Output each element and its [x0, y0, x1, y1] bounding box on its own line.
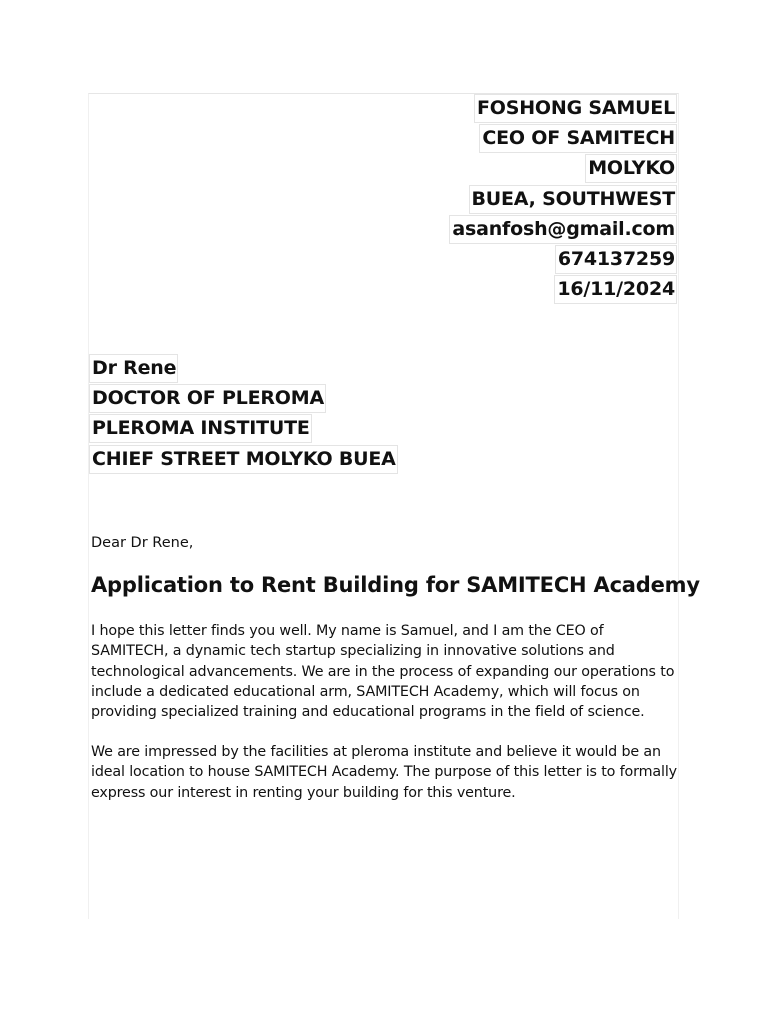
letter-subject: Application to Rent Building for SAMITECH Academy: [91, 573, 700, 597]
body-paragraph-1: I hope this letter finds you well. My name is Samuel, and I am the CEO of SAMITECH, a dynamic tech startup specializing in innovative solutions and technological advancements. We are in the process of expanding our operations to include a dedicated educational arm, SAMITECH Academy, which will focus on providing specialized training and educational programs in the field of science.: [91, 623, 675, 721]
sender-city: BUEA, SOUTHWEST: [469, 185, 678, 214]
recipient-block: [89, 354, 398, 475]
sender-email: asanfosh@gmail.com: [449, 215, 677, 244]
recipient-name: Dr Rene: [89, 354, 178, 383]
letter-date: 16/11/2024: [554, 275, 677, 304]
sender-name: FOSHONG SAMUEL: [474, 94, 677, 123]
letter-page: [88, 93, 700, 919]
salutation: Dear Dr Rene,: [91, 535, 194, 551]
sender-phone: 674137259: [555, 245, 677, 274]
body-paragraph-2: We are impressed by the facilities at pleroma institute and believe it would be an ideal location to house SAMITECH Academy. The purpose of this letter is to formally express our interest in renting your building for this venture.: [91, 744, 677, 801]
recipient-title: DOCTOR OF PLEROMA: [89, 384, 326, 413]
recipient-organization: PLEROMA INSTITUTE: [89, 414, 312, 443]
sender-area: MOLYKO: [585, 154, 677, 183]
sender-title: CEO OF SAMITECH: [479, 124, 677, 153]
sender-block: [449, 94, 677, 305]
recipient-address: CHIEF STREET MOLYKO BUEA: [89, 445, 398, 474]
